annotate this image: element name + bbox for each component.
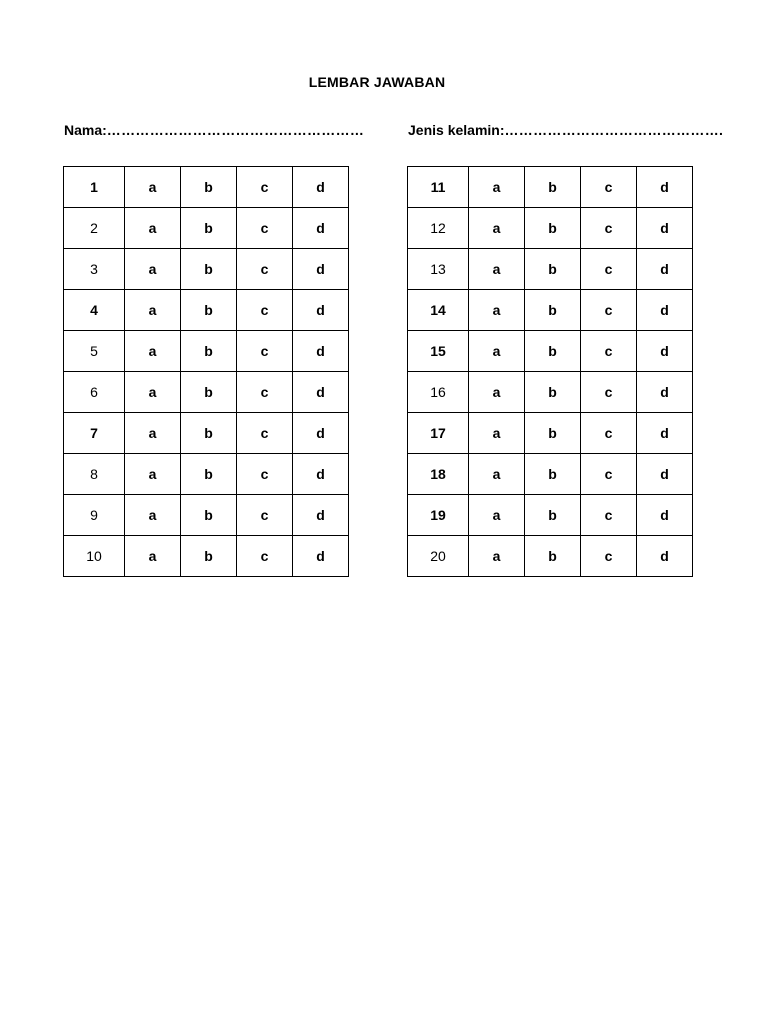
answer-option-d[interactable]: d (293, 290, 349, 331)
answer-row (64, 331, 349, 372)
answer-option-b[interactable]: b (181, 372, 237, 413)
answer-option-c[interactable]: c (581, 536, 637, 577)
answer-table-1-10 (63, 166, 349, 577)
name-label: Nama: (64, 122, 107, 138)
answer-option-a[interactable]: a (469, 167, 525, 208)
answer-option-b[interactable]: b (181, 249, 237, 290)
answer-option-b[interactable]: b (525, 331, 581, 372)
answer-row (408, 249, 693, 290)
answer-option-b[interactable]: b (181, 208, 237, 249)
answer-option-c[interactable]: c (237, 413, 293, 454)
answer-option-d[interactable]: d (293, 454, 349, 495)
answer-option-b[interactable]: b (525, 372, 581, 413)
answer-option-d[interactable]: d (637, 495, 693, 536)
answer-option-c[interactable]: c (581, 454, 637, 495)
answer-option-b[interactable]: b (525, 249, 581, 290)
question-number: 4 (64, 290, 125, 331)
answer-option-a[interactable]: a (125, 167, 181, 208)
answer-option-c[interactable]: c (581, 167, 637, 208)
answer-option-a[interactable]: a (469, 372, 525, 413)
question-number: 5 (64, 331, 125, 372)
question-number: 20 (408, 536, 469, 577)
answer-option-d[interactable]: d (637, 208, 693, 249)
answer-table-11-20 (407, 166, 693, 577)
answer-option-a[interactable]: a (125, 331, 181, 372)
question-number: 6 (64, 372, 125, 413)
answer-option-c[interactable]: c (237, 495, 293, 536)
answer-option-a[interactable]: a (469, 495, 525, 536)
question-number: 2 (64, 208, 125, 249)
answer-option-a[interactable]: a (125, 495, 181, 536)
answer-option-b[interactable]: b (181, 495, 237, 536)
answer-option-c[interactable]: c (237, 290, 293, 331)
answer-row (408, 167, 693, 208)
answer-option-d[interactable]: d (293, 536, 349, 577)
answer-option-c[interactable]: c (581, 249, 637, 290)
answer-option-b[interactable]: b (181, 413, 237, 454)
answer-option-d[interactable]: d (293, 167, 349, 208)
question-number: 15 (408, 331, 469, 372)
answer-option-c[interactable]: c (581, 372, 637, 413)
answer-option-a[interactable]: a (125, 290, 181, 331)
answer-option-d[interactable]: d (293, 372, 349, 413)
answer-option-b[interactable]: b (181, 454, 237, 495)
answer-option-c[interactable]: c (237, 208, 293, 249)
answer-row (408, 290, 693, 331)
answer-row (408, 454, 693, 495)
gender-field[interactable] (408, 122, 723, 138)
question-number: 3 (64, 249, 125, 290)
answer-option-c[interactable]: c (581, 495, 637, 536)
answer-option-b[interactable]: b (525, 413, 581, 454)
answer-option-a[interactable]: a (469, 208, 525, 249)
gender-label: Jenis kelamin: (408, 122, 505, 138)
answer-option-d[interactable]: d (293, 495, 349, 536)
answer-option-c[interactable]: c (581, 290, 637, 331)
answer-option-a[interactable]: a (469, 536, 525, 577)
answer-option-c[interactable]: c (237, 372, 293, 413)
answer-row (64, 249, 349, 290)
answer-option-c[interactable]: c (581, 413, 637, 454)
answer-option-d[interactable]: d (293, 208, 349, 249)
answer-option-a[interactable]: a (125, 413, 181, 454)
answer-option-d[interactable]: d (637, 290, 693, 331)
answer-option-d[interactable]: d (637, 372, 693, 413)
answer-option-c[interactable]: c (237, 249, 293, 290)
question-number: 9 (64, 495, 125, 536)
gender-blank-line[interactable]: ………………………………………. (504, 122, 724, 138)
answer-option-b[interactable]: b (525, 290, 581, 331)
answer-option-a[interactable]: a (125, 208, 181, 249)
answer-option-a[interactable]: a (125, 249, 181, 290)
answer-option-b[interactable]: b (525, 495, 581, 536)
question-number: 18 (408, 454, 469, 495)
answer-option-c[interactable]: c (237, 331, 293, 372)
answer-row (64, 413, 349, 454)
answer-row (64, 208, 349, 249)
answer-option-b[interactable]: b (525, 454, 581, 495)
answer-option-a[interactable]: a (469, 331, 525, 372)
question-number: 11 (408, 167, 469, 208)
answer-option-b[interactable]: b (181, 290, 237, 331)
question-number: 1 (64, 167, 125, 208)
answer-row (64, 372, 349, 413)
answer-option-d[interactable]: d (293, 413, 349, 454)
answer-row (408, 495, 693, 536)
answer-option-a[interactable]: a (469, 249, 525, 290)
name-blank-line[interactable]: ……………………………………………… (106, 122, 365, 138)
answer-option-c[interactable]: c (581, 331, 637, 372)
answer-option-d[interactable]: d (637, 331, 693, 372)
answer-option-d[interactable]: d (637, 249, 693, 290)
question-number: 17 (408, 413, 469, 454)
answer-row (64, 495, 349, 536)
question-number: 8 (64, 454, 125, 495)
answer-row (64, 167, 349, 208)
answer-option-a[interactable]: a (125, 536, 181, 577)
answer-option-c[interactable]: c (237, 454, 293, 495)
question-number: 7 (64, 413, 125, 454)
answer-row (408, 536, 693, 577)
answer-option-b[interactable]: b (181, 536, 237, 577)
question-number: 13 (408, 249, 469, 290)
answer-option-a[interactable]: a (125, 372, 181, 413)
answer-row (64, 536, 349, 577)
answer-option-b[interactable]: b (525, 536, 581, 577)
question-number: 16 (408, 372, 469, 413)
answer-row (408, 208, 693, 249)
answer-row (64, 290, 349, 331)
answer-row (408, 413, 693, 454)
question-number: 12 (408, 208, 469, 249)
answer-row (408, 372, 693, 413)
answer-option-d[interactable]: d (637, 536, 693, 577)
answer-option-a[interactable]: a (469, 290, 525, 331)
answer-option-d[interactable]: d (637, 167, 693, 208)
answer-row (408, 331, 693, 372)
name-field[interactable] (64, 122, 364, 138)
question-number: 14 (408, 290, 469, 331)
page-title: LEMBAR JAWABAN (308, 74, 446, 90)
answer-option-b[interactable]: b (181, 167, 237, 208)
answer-row (64, 454, 349, 495)
question-number: 10 (64, 536, 125, 577)
answer-option-b[interactable]: b (525, 208, 581, 249)
answer-option-c[interactable]: c (581, 208, 637, 249)
answer-option-d[interactable]: d (637, 454, 693, 495)
answer-option-a[interactable]: a (469, 413, 525, 454)
answer-option-a[interactable]: a (469, 454, 525, 495)
answer-option-a[interactable]: a (125, 454, 181, 495)
answer-option-d[interactable]: d (637, 413, 693, 454)
answer-option-c[interactable]: c (237, 536, 293, 577)
answer-option-b[interactable]: b (181, 331, 237, 372)
question-number: 19 (408, 495, 469, 536)
answer-option-d[interactable]: d (293, 331, 349, 372)
answer-option-c[interactable]: c (237, 167, 293, 208)
answer-option-d[interactable]: d (293, 249, 349, 290)
answer-option-b[interactable]: b (525, 167, 581, 208)
